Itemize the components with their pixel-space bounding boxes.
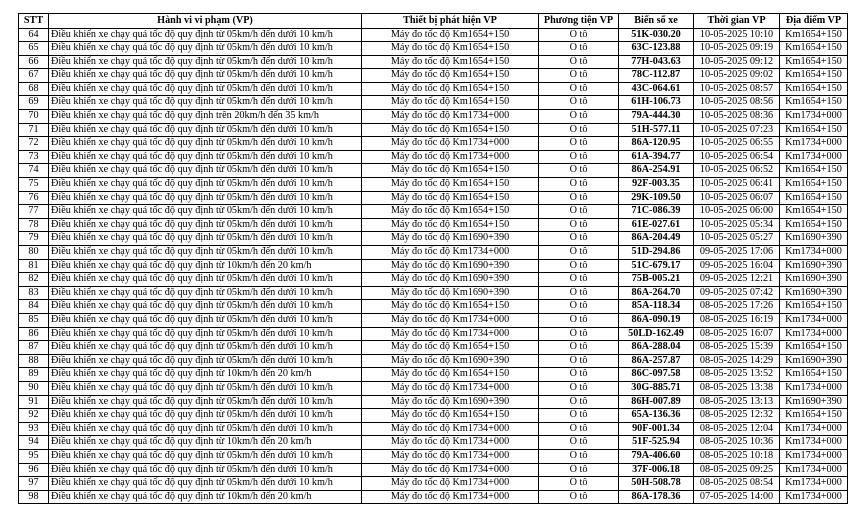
cell-vehicle: Ô tô bbox=[539, 409, 619, 423]
cell-time: 10-05-2025 05:27 bbox=[694, 232, 780, 246]
table-row bbox=[19, 368, 848, 382]
cell-time: 07-05-2025 14:00 bbox=[694, 490, 780, 504]
cell-plate: 86A-257.87 bbox=[619, 354, 694, 368]
cell-violation: Điều khiển xe chạy quá tốc độ quy định từ 05km/h đến dưới 10 km/h bbox=[49, 69, 362, 83]
cell-device: Máy đo tốc độ Km1654+150 bbox=[362, 96, 539, 110]
cell-violation: Điều khiển xe chạy quá tốc độ quy định từ 05km/h đến dưới 10 km/h bbox=[49, 123, 362, 137]
cell-location: Km1690+390 bbox=[780, 232, 848, 246]
cell-device: Máy đo tốc độ Km1734+000 bbox=[362, 477, 539, 491]
cell-stt: 73 bbox=[19, 150, 49, 164]
cell-stt: 84 bbox=[19, 300, 49, 314]
table-row bbox=[19, 341, 848, 355]
cell-stt: 90 bbox=[19, 381, 49, 395]
cell-plate: 37F-006.18 bbox=[619, 463, 694, 477]
cell-plate: 79A-406.60 bbox=[619, 449, 694, 463]
header-time: Thời gian VP bbox=[694, 14, 780, 29]
cell-plate: 86H-007.89 bbox=[619, 395, 694, 409]
cell-violation: Điều khiển xe chạy quá tốc độ quy định từ 05km/h đến dưới 10 km/h bbox=[49, 395, 362, 409]
cell-device: Máy đo tốc độ Km1654+150 bbox=[362, 368, 539, 382]
cell-device: Máy đo tốc độ Km1690+390 bbox=[362, 286, 539, 300]
table-row bbox=[19, 422, 848, 436]
cell-time: 08-05-2025 13:13 bbox=[694, 395, 780, 409]
cell-plate: 78C-112.87 bbox=[619, 69, 694, 83]
cell-device: Máy đo tốc độ Km1690+390 bbox=[362, 395, 539, 409]
cell-stt: 77 bbox=[19, 205, 49, 219]
cell-location: Km1654+150 bbox=[780, 341, 848, 355]
table-row bbox=[19, 164, 848, 178]
cell-plate: 43C-064.61 bbox=[619, 82, 694, 96]
cell-violation: Điều khiển xe chạy quá tốc độ quy định trên 20km/h đến 35 km/h bbox=[49, 110, 362, 124]
cell-device: Máy đo tốc độ Km1654+150 bbox=[362, 42, 539, 56]
cell-time: 08-05-2025 10:36 bbox=[694, 436, 780, 450]
cell-device: Máy đo tốc độ Km1734+000 bbox=[362, 246, 539, 260]
cell-plate: 86A-120.95 bbox=[619, 137, 694, 151]
cell-stt: 67 bbox=[19, 69, 49, 83]
cell-location: Km1734+000 bbox=[780, 422, 848, 436]
cell-time: 10-05-2025 06:41 bbox=[694, 178, 780, 192]
cell-plate: 51F-525.94 bbox=[619, 436, 694, 450]
cell-plate: 86A-204.49 bbox=[619, 232, 694, 246]
cell-time: 08-05-2025 15:39 bbox=[694, 341, 780, 355]
cell-device: Máy đo tốc độ Km1654+150 bbox=[362, 409, 539, 423]
violations-table bbox=[18, 13, 848, 504]
table-row bbox=[19, 327, 848, 341]
cell-violation: Điều khiển xe chạy quá tốc độ quy định từ 05km/h đến dưới 10 km/h bbox=[49, 409, 362, 423]
cell-plate: 65A-136.36 bbox=[619, 409, 694, 423]
cell-location: Km1654+150 bbox=[780, 123, 848, 137]
cell-time: 10-05-2025 09:19 bbox=[694, 42, 780, 56]
cell-location: Km1654+150 bbox=[780, 191, 848, 205]
cell-plate: 86A-254.91 bbox=[619, 164, 694, 178]
table-row bbox=[19, 110, 848, 124]
cell-device: Máy đo tốc độ Km1654+150 bbox=[362, 341, 539, 355]
table-row bbox=[19, 273, 848, 287]
cell-stt: 92 bbox=[19, 409, 49, 423]
cell-vehicle: Ô tô bbox=[539, 42, 619, 56]
cell-vehicle: Ô tô bbox=[539, 55, 619, 69]
cell-plate: 79A-444.30 bbox=[619, 110, 694, 124]
cell-plate: 71C-086.39 bbox=[619, 205, 694, 219]
cell-violation: Điều khiển xe chạy quá tốc độ quy định từ 05km/h đến dưới 10 km/h bbox=[49, 449, 362, 463]
cell-vehicle: Ô tô bbox=[539, 395, 619, 409]
table-row bbox=[19, 42, 848, 56]
table-row bbox=[19, 313, 848, 327]
cell-device: Máy đo tốc độ Km1654+150 bbox=[362, 82, 539, 96]
cell-time: 09-05-2025 16:04 bbox=[694, 259, 780, 273]
table-row bbox=[19, 150, 848, 164]
cell-violation: Điều khiển xe chạy quá tốc độ quy định từ 10km/h đến 20 km/h bbox=[49, 490, 362, 504]
cell-location: Km1654+150 bbox=[780, 96, 848, 110]
cell-violation: Điều khiển xe chạy quá tốc độ quy định từ 05km/h đến dưới 10 km/h bbox=[49, 28, 362, 42]
cell-stt: 64 bbox=[19, 28, 49, 42]
cell-stt: 87 bbox=[19, 341, 49, 355]
cell-device: Máy đo tốc độ Km1654+150 bbox=[362, 218, 539, 232]
cell-plate: 51H-577.11 bbox=[619, 123, 694, 137]
cell-device: Máy đo tốc độ Km1654+150 bbox=[362, 28, 539, 42]
cell-stt: 83 bbox=[19, 286, 49, 300]
cell-stt: 89 bbox=[19, 368, 49, 382]
cell-device: Máy đo tốc độ Km1654+150 bbox=[362, 300, 539, 314]
cell-location: Km1734+000 bbox=[780, 436, 848, 450]
cell-violation: Điều khiển xe chạy quá tốc độ quy định từ 05km/h đến dưới 10 km/h bbox=[49, 246, 362, 260]
table-row bbox=[19, 137, 848, 151]
cell-device: Máy đo tốc độ Km1734+000 bbox=[362, 137, 539, 151]
cell-vehicle: Ô tô bbox=[539, 273, 619, 287]
cell-location: Km1734+000 bbox=[780, 381, 848, 395]
cell-plate: 61E-027.61 bbox=[619, 218, 694, 232]
cell-time: 10-05-2025 05:34 bbox=[694, 218, 780, 232]
cell-stt: 70 bbox=[19, 110, 49, 124]
cell-stt: 68 bbox=[19, 82, 49, 96]
header-vehicle: Phương tiện VP bbox=[539, 14, 619, 29]
cell-vehicle: Ô tô bbox=[539, 82, 619, 96]
table-row bbox=[19, 354, 848, 368]
cell-violation: Điều khiển xe chạy quá tốc độ quy định từ 05km/h đến dưới 10 km/h bbox=[49, 150, 362, 164]
cell-stt: 96 bbox=[19, 463, 49, 477]
cell-plate: 51C-679.17 bbox=[619, 259, 694, 273]
cell-location: Km1734+000 bbox=[780, 110, 848, 124]
cell-location: Km1690+390 bbox=[780, 273, 848, 287]
cell-time: 10-05-2025 10:10 bbox=[694, 28, 780, 42]
cell-plate: 30G-885.71 bbox=[619, 381, 694, 395]
cell-time: 10-05-2025 06:52 bbox=[694, 164, 780, 178]
cell-vehicle: Ô tô bbox=[539, 164, 619, 178]
cell-vehicle: Ô tô bbox=[539, 490, 619, 504]
cell-stt: 88 bbox=[19, 354, 49, 368]
cell-violation: Điều khiển xe chạy quá tốc độ quy định từ 05km/h đến dưới 10 km/h bbox=[49, 164, 362, 178]
cell-location: Km1734+000 bbox=[780, 327, 848, 341]
cell-vehicle: Ô tô bbox=[539, 191, 619, 205]
cell-time: 10-05-2025 07:23 bbox=[694, 123, 780, 137]
cell-location: Km1654+150 bbox=[780, 164, 848, 178]
cell-stt: 66 bbox=[19, 55, 49, 69]
cell-vehicle: Ô tô bbox=[539, 123, 619, 137]
cell-plate: 75B-005.21 bbox=[619, 273, 694, 287]
table-row bbox=[19, 205, 848, 219]
cell-time: 10-05-2025 08:36 bbox=[694, 110, 780, 124]
cell-plate: 63C-123.88 bbox=[619, 42, 694, 56]
cell-device: Máy đo tốc độ Km1654+150 bbox=[362, 164, 539, 178]
cell-vehicle: Ô tô bbox=[539, 341, 619, 355]
table-row bbox=[19, 449, 848, 463]
cell-stt: 74 bbox=[19, 164, 49, 178]
cell-vehicle: Ô tô bbox=[539, 232, 619, 246]
cell-location: Km1734+000 bbox=[780, 463, 848, 477]
cell-plate: 85A-118.34 bbox=[619, 300, 694, 314]
cell-location: Km1690+390 bbox=[780, 259, 848, 273]
table-row bbox=[19, 123, 848, 137]
cell-stt: 75 bbox=[19, 178, 49, 192]
cell-device: Máy đo tốc độ Km1734+000 bbox=[362, 436, 539, 450]
cell-time: 09-05-2025 17:06 bbox=[694, 246, 780, 260]
cell-violation: Điều khiển xe chạy quá tốc độ quy định từ 05km/h đến dưới 10 km/h bbox=[49, 218, 362, 232]
cell-violation: Điều khiển xe chạy quá tốc độ quy định từ 05km/h đến dưới 10 km/h bbox=[49, 463, 362, 477]
table-row bbox=[19, 490, 848, 504]
cell-vehicle: Ô tô bbox=[539, 449, 619, 463]
cell-location: Km1690+390 bbox=[780, 395, 848, 409]
cell-time: 08-05-2025 12:32 bbox=[694, 409, 780, 423]
cell-device: Máy đo tốc độ Km1654+150 bbox=[362, 123, 539, 137]
cell-violation: Điều khiển xe chạy quá tốc độ quy định từ 05km/h đến dưới 10 km/h bbox=[49, 273, 362, 287]
cell-violation: Điều khiển xe chạy quá tốc độ quy định từ 05km/h đến dưới 10 km/h bbox=[49, 178, 362, 192]
cell-violation: Điều khiển xe chạy quá tốc độ quy định từ 05km/h đến dưới 10 km/h bbox=[49, 42, 362, 56]
table-row bbox=[19, 55, 848, 69]
cell-stt: 97 bbox=[19, 477, 49, 491]
cell-location: Km1734+000 bbox=[780, 490, 848, 504]
cell-vehicle: Ô tô bbox=[539, 422, 619, 436]
cell-vehicle: Ô tô bbox=[539, 463, 619, 477]
cell-plate: 86A-090.19 bbox=[619, 313, 694, 327]
table-row bbox=[19, 409, 848, 423]
table-row bbox=[19, 436, 848, 450]
cell-location: Km1654+150 bbox=[780, 82, 848, 96]
cell-time: 08-05-2025 16:07 bbox=[694, 327, 780, 341]
cell-stt: 93 bbox=[19, 422, 49, 436]
cell-violation: Điều khiển xe chạy quá tốc độ quy định từ 10km/h đến 20 km/h bbox=[49, 368, 362, 382]
cell-time: 10-05-2025 06:55 bbox=[694, 137, 780, 151]
cell-stt: 81 bbox=[19, 259, 49, 273]
cell-location: Km1654+150 bbox=[780, 368, 848, 382]
cell-violation: Điều khiển xe chạy quá tốc độ quy định từ 05km/h đến dưới 10 km/h bbox=[49, 96, 362, 110]
cell-device: Máy đo tốc độ Km1734+000 bbox=[362, 327, 539, 341]
table-row bbox=[19, 463, 848, 477]
cell-vehicle: Ô tô bbox=[539, 110, 619, 124]
cell-location: Km1654+150 bbox=[780, 300, 848, 314]
cell-location: Km1734+000 bbox=[780, 150, 848, 164]
cell-violation: Điều khiển xe chạy quá tốc độ quy định từ 05km/h đến dưới 10 km/h bbox=[49, 286, 362, 300]
cell-plate: 61A-394.77 bbox=[619, 150, 694, 164]
cell-location: Km1654+150 bbox=[780, 55, 848, 69]
cell-violation: Điều khiển xe chạy quá tốc độ quy định từ 05km/h đến dưới 10 km/h bbox=[49, 55, 362, 69]
cell-vehicle: Ô tô bbox=[539, 300, 619, 314]
cell-time: 08-05-2025 08:54 bbox=[694, 477, 780, 491]
cell-violation: Điều khiển xe chạy quá tốc độ quy định từ 05km/h đến dưới 10 km/h bbox=[49, 354, 362, 368]
cell-stt: 79 bbox=[19, 232, 49, 246]
cell-stt: 82 bbox=[19, 273, 49, 287]
cell-stt: 76 bbox=[19, 191, 49, 205]
table-row bbox=[19, 178, 848, 192]
header-device: Thiết bị phát hiện VP bbox=[362, 14, 539, 29]
cell-time: 10-05-2025 06:07 bbox=[694, 191, 780, 205]
cell-time: 10-05-2025 09:02 bbox=[694, 69, 780, 83]
header-stt: STT bbox=[19, 14, 49, 29]
cell-location: Km1690+390 bbox=[780, 286, 848, 300]
cell-location: Km1654+150 bbox=[780, 28, 848, 42]
cell-violation: Điều khiển xe chạy quá tốc độ quy định từ 05km/h đến dưới 10 km/h bbox=[49, 137, 362, 151]
cell-vehicle: Ô tô bbox=[539, 477, 619, 491]
header-location: Địa điểm VP bbox=[780, 14, 848, 29]
cell-time: 08-05-2025 17:26 bbox=[694, 300, 780, 314]
cell-stt: 95 bbox=[19, 449, 49, 463]
cell-device: Máy đo tốc độ Km1654+150 bbox=[362, 178, 539, 192]
table-header-row bbox=[19, 14, 848, 29]
cell-device: Máy đo tốc độ Km1654+150 bbox=[362, 205, 539, 219]
cell-device: Máy đo tốc độ Km1654+150 bbox=[362, 191, 539, 205]
cell-stt: 98 bbox=[19, 490, 49, 504]
cell-time: 08-05-2025 09:25 bbox=[694, 463, 780, 477]
cell-device: Máy đo tốc độ Km1690+390 bbox=[362, 232, 539, 246]
cell-device: Máy đo tốc độ Km1734+000 bbox=[362, 449, 539, 463]
cell-time: 10-05-2025 09:12 bbox=[694, 55, 780, 69]
cell-violation: Điều khiển xe chạy quá tốc độ quy định từ 05km/h đến dưới 10 km/h bbox=[49, 477, 362, 491]
cell-location: Km1654+150 bbox=[780, 409, 848, 423]
cell-violation: Điều khiển xe chạy quá tốc độ quy định từ 05km/h đến dưới 10 km/h bbox=[49, 82, 362, 96]
table-row bbox=[19, 477, 848, 491]
cell-device: Máy đo tốc độ Km1734+000 bbox=[362, 110, 539, 124]
cell-location: Km1734+000 bbox=[780, 449, 848, 463]
cell-vehicle: Ô tô bbox=[539, 354, 619, 368]
table-row bbox=[19, 286, 848, 300]
table-row bbox=[19, 96, 848, 110]
cell-violation: Điều khiển xe chạy quá tốc độ quy định từ 05km/h đến dưới 10 km/h bbox=[49, 327, 362, 341]
cell-vehicle: Ô tô bbox=[539, 381, 619, 395]
table-row bbox=[19, 28, 848, 42]
cell-time: 08-05-2025 16:19 bbox=[694, 313, 780, 327]
cell-vehicle: Ô tô bbox=[539, 28, 619, 42]
cell-device: Máy đo tốc độ Km1734+000 bbox=[362, 463, 539, 477]
cell-stt: 86 bbox=[19, 327, 49, 341]
table-row bbox=[19, 395, 848, 409]
cell-plate: 51K-030.20 bbox=[619, 28, 694, 42]
cell-stt: 85 bbox=[19, 313, 49, 327]
header-plate: Biển số xe bbox=[619, 14, 694, 29]
cell-location: Km1734+000 bbox=[780, 246, 848, 260]
cell-violation: Điều khiển xe chạy quá tốc độ quy định từ 05km/h đến dưới 10 km/h bbox=[49, 300, 362, 314]
cell-violation: Điều khiển xe chạy quá tốc độ quy định từ 05km/h đến dưới 10 km/h bbox=[49, 205, 362, 219]
cell-violation: Điều khiển xe chạy quá tốc độ quy định từ 05km/h đến dưới 10 km/h bbox=[49, 191, 362, 205]
cell-time: 09-05-2025 12:21 bbox=[694, 273, 780, 287]
cell-time: 10-05-2025 08:56 bbox=[694, 96, 780, 110]
table-row bbox=[19, 300, 848, 314]
cell-plate: 50LD-162.49 bbox=[619, 327, 694, 341]
cell-device: Máy đo tốc độ Km1734+000 bbox=[362, 422, 539, 436]
table-row bbox=[19, 82, 848, 96]
table-row bbox=[19, 259, 848, 273]
cell-location: Km1734+000 bbox=[780, 477, 848, 491]
cell-violation: Điều khiển xe chạy quá tốc độ quy định từ 05km/h đến dưới 10 km/h bbox=[49, 381, 362, 395]
cell-location: Km1690+390 bbox=[780, 354, 848, 368]
cell-time: 08-05-2025 14:29 bbox=[694, 354, 780, 368]
cell-plate: 86A-264.70 bbox=[619, 286, 694, 300]
cell-plate: 50H-508.78 bbox=[619, 477, 694, 491]
cell-stt: 78 bbox=[19, 218, 49, 232]
cell-stt: 94 bbox=[19, 436, 49, 450]
cell-vehicle: Ô tô bbox=[539, 313, 619, 327]
cell-location: Km1654+150 bbox=[780, 178, 848, 192]
cell-location: Km1654+150 bbox=[780, 205, 848, 219]
cell-vehicle: Ô tô bbox=[539, 137, 619, 151]
cell-plate: 51D-294.86 bbox=[619, 246, 694, 260]
cell-time: 10-05-2025 06:00 bbox=[694, 205, 780, 219]
table-row bbox=[19, 246, 848, 260]
cell-stt: 69 bbox=[19, 96, 49, 110]
cell-device: Máy đo tốc độ Km1690+390 bbox=[362, 259, 539, 273]
table-row bbox=[19, 381, 848, 395]
cell-time: 08-05-2025 13:52 bbox=[694, 368, 780, 382]
cell-vehicle: Ô tô bbox=[539, 368, 619, 382]
cell-vehicle: Ô tô bbox=[539, 96, 619, 110]
cell-vehicle: Ô tô bbox=[539, 286, 619, 300]
cell-violation: Điều khiển xe chạy quá tốc độ quy định từ 05km/h đến dưới 10 km/h bbox=[49, 232, 362, 246]
cell-vehicle: Ô tô bbox=[539, 69, 619, 83]
cell-location: Km1654+150 bbox=[780, 69, 848, 83]
cell-time: 10-05-2025 06:54 bbox=[694, 150, 780, 164]
cell-plate: 61H-106.73 bbox=[619, 96, 694, 110]
cell-vehicle: Ô tô bbox=[539, 327, 619, 341]
cell-device: Máy đo tốc độ Km1734+000 bbox=[362, 490, 539, 504]
cell-location: Km1654+150 bbox=[780, 218, 848, 232]
cell-device: Máy đo tốc độ Km1654+150 bbox=[362, 55, 539, 69]
cell-plate: 90F-001.34 bbox=[619, 422, 694, 436]
cell-plate: 86C-097.58 bbox=[619, 368, 694, 382]
cell-device: Máy đo tốc độ Km1690+390 bbox=[362, 273, 539, 287]
cell-location: Km1654+150 bbox=[780, 42, 848, 56]
cell-vehicle: Ô tô bbox=[539, 150, 619, 164]
cell-plate: 92F-003.35 bbox=[619, 178, 694, 192]
cell-time: 08-05-2025 13:38 bbox=[694, 381, 780, 395]
cell-time: 08-05-2025 12:04 bbox=[694, 422, 780, 436]
cell-time: 10-05-2025 08:57 bbox=[694, 82, 780, 96]
cell-vehicle: Ô tô bbox=[539, 178, 619, 192]
cell-stt: 65 bbox=[19, 42, 49, 56]
table-row bbox=[19, 218, 848, 232]
header-violation: Hành vi vi phạm (VP) bbox=[49, 14, 362, 29]
cell-violation: Điều khiển xe chạy quá tốc độ quy định từ 05km/h đến dưới 10 km/h bbox=[49, 341, 362, 355]
cell-vehicle: Ô tô bbox=[539, 246, 619, 260]
cell-plate: 29K-109.50 bbox=[619, 191, 694, 205]
cell-stt: 91 bbox=[19, 395, 49, 409]
cell-location: Km1734+000 bbox=[780, 137, 848, 151]
cell-vehicle: Ô tô bbox=[539, 205, 619, 219]
cell-plate: 77H-043.63 bbox=[619, 55, 694, 69]
cell-stt: 71 bbox=[19, 123, 49, 137]
cell-violation: Điều khiển xe chạy quá tốc độ quy định từ 10km/h đến 20 km/h bbox=[49, 436, 362, 450]
cell-vehicle: Ô tô bbox=[539, 259, 619, 273]
table-row bbox=[19, 69, 848, 83]
cell-device: Máy đo tốc độ Km1654+150 bbox=[362, 69, 539, 83]
cell-plate: 86A-178.36 bbox=[619, 490, 694, 504]
table-row bbox=[19, 191, 848, 205]
cell-time: 09-05-2025 07:42 bbox=[694, 286, 780, 300]
cell-vehicle: Ô tô bbox=[539, 436, 619, 450]
table-body bbox=[19, 28, 848, 504]
cell-stt: 72 bbox=[19, 137, 49, 151]
cell-location: Km1734+000 bbox=[780, 313, 848, 327]
cell-stt: 80 bbox=[19, 246, 49, 260]
cell-vehicle: Ô tô bbox=[539, 218, 619, 232]
cell-device: Máy đo tốc độ Km1734+000 bbox=[362, 150, 539, 164]
cell-violation: Điều khiển xe chạy quá tốc độ quy định từ 10km/h đến 20 km/h bbox=[49, 259, 362, 273]
table-row bbox=[19, 232, 848, 246]
cell-device: Máy đo tốc độ Km1690+390 bbox=[362, 354, 539, 368]
cell-violation: Điều khiển xe chạy quá tốc độ quy định từ 05km/h đến dưới 10 km/h bbox=[49, 313, 362, 327]
violations-table-container bbox=[18, 13, 848, 504]
cell-device: Máy đo tốc độ Km1734+000 bbox=[362, 313, 539, 327]
cell-violation: Điều khiển xe chạy quá tốc độ quy định từ 05km/h đến dưới 10 km/h bbox=[49, 422, 362, 436]
cell-plate: 86A-288.04 bbox=[619, 341, 694, 355]
cell-device: Máy đo tốc độ Km1734+000 bbox=[362, 381, 539, 395]
cell-time: 08-05-2025 10:18 bbox=[694, 449, 780, 463]
